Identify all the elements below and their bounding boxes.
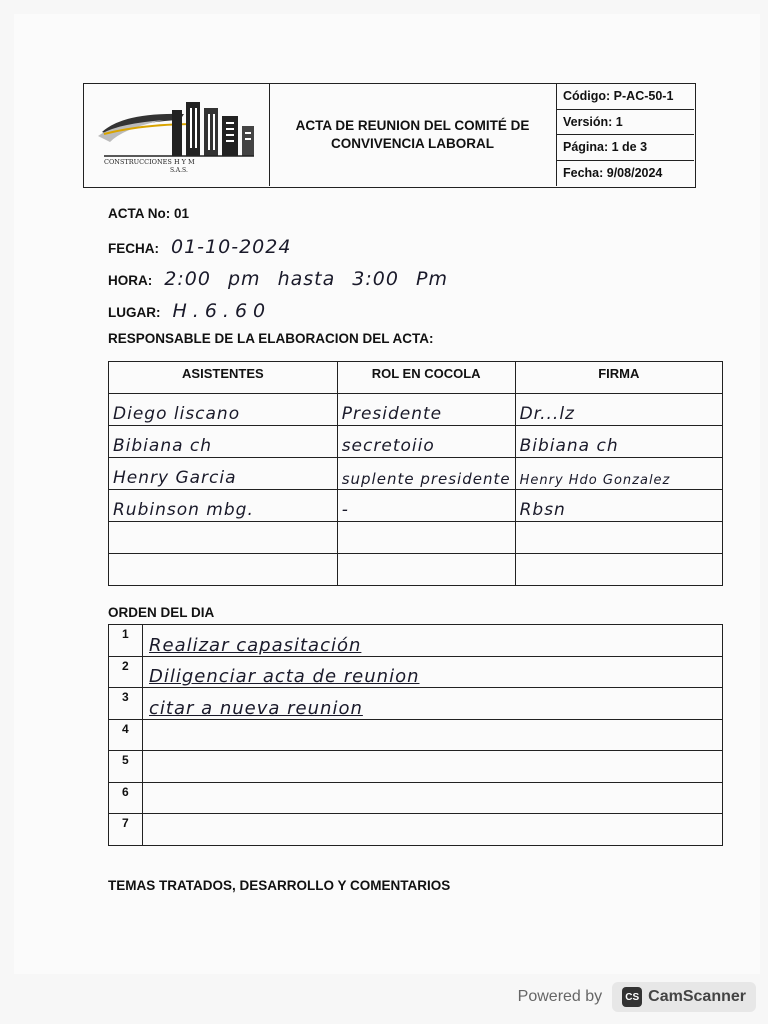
title-line-1: ACTA DE REUNION DEL COMITÉ DE xyxy=(295,118,530,133)
orden-text xyxy=(143,782,723,814)
asistente-rol: secretoiio xyxy=(337,426,515,458)
asistente-name: Rubinson mbg. xyxy=(109,490,338,522)
table-row xyxy=(109,688,723,720)
document-meta xyxy=(556,84,694,186)
asistente-name xyxy=(109,522,338,554)
asistente-name: Diego liscano xyxy=(109,394,338,426)
camscanner-brand: CamScanner xyxy=(648,988,746,1005)
orden-text: Realizar capasitación xyxy=(143,625,723,657)
fecha-value: 01-10-2024 xyxy=(171,236,292,258)
document-title xyxy=(269,84,557,186)
pagina: Página: 1 de 3 xyxy=(556,135,694,161)
orden-num: 2 xyxy=(109,656,143,688)
asistente-firma: Rbsn xyxy=(515,490,722,522)
asistente-name: Bibiana ch xyxy=(109,426,338,458)
powered-by-text: Powered by xyxy=(517,988,603,1005)
table-row xyxy=(109,490,723,522)
camscanner-logo-icon: CS xyxy=(622,987,642,1007)
orden-num: 7 xyxy=(109,814,143,846)
table-row xyxy=(109,656,723,688)
table-row xyxy=(109,719,723,751)
asistente-rol: Presidente xyxy=(337,394,515,426)
table-row xyxy=(109,458,723,490)
fecha-field xyxy=(108,236,291,258)
orden-text xyxy=(143,814,723,846)
title-line-2: CONVIVENCIA LABORAL xyxy=(330,136,494,151)
table-row xyxy=(109,522,723,554)
temas-title: TEMAS TRATADOS, DESARROLLO Y COMENTARIOS xyxy=(108,878,451,893)
orden-text xyxy=(143,751,723,783)
codigo: Código: P-AC-50-1 xyxy=(556,84,694,110)
orden-num: 6 xyxy=(109,782,143,814)
asistente-name xyxy=(109,554,338,586)
asistente-firma: Henry Hdo Gonzalez xyxy=(515,458,722,490)
orden-text: Diligenciar acta de reunion xyxy=(143,656,723,688)
table-row xyxy=(109,394,723,426)
orden-title: ORDEN DEL DIA xyxy=(108,605,215,620)
orden-text xyxy=(143,719,723,751)
asistente-rol: - xyxy=(337,490,515,522)
fecha-documento: Fecha: 9/08/2024 xyxy=(563,166,663,181)
hora-label: HORA: xyxy=(108,273,153,288)
orden-num: 5 xyxy=(109,751,143,783)
asistente-rol xyxy=(337,554,515,586)
table-row xyxy=(109,625,723,657)
table-row xyxy=(109,782,723,814)
asistentes-table xyxy=(108,361,723,586)
asistente-firma: Bibiana ch xyxy=(515,426,722,458)
orden-num: 4 xyxy=(109,719,143,751)
hora-field xyxy=(108,268,448,290)
lugar-label: LUGAR: xyxy=(108,305,161,320)
col-asistentes: ASISTENTES xyxy=(109,362,338,394)
lugar-value: H.6.60 xyxy=(172,300,272,322)
orden-text: citar a nueva reunion xyxy=(143,688,723,720)
asistente-firma xyxy=(515,554,722,586)
orden-num: 1 xyxy=(109,625,143,657)
fecha-label: FECHA: xyxy=(108,241,159,256)
version: Versión: 1 xyxy=(556,110,694,136)
orden-table xyxy=(108,624,723,846)
asistente-rol xyxy=(337,522,515,554)
table-row xyxy=(109,751,723,783)
logo-company-name: CONSTRUCCIONES H Y M xyxy=(104,158,195,166)
company-logo xyxy=(84,84,270,186)
col-firma: FIRMA xyxy=(515,362,722,394)
orden-num: 3 xyxy=(109,688,143,720)
building-logo-icon xyxy=(84,84,269,186)
col-rol: ROL EN COCOLA xyxy=(337,362,515,394)
camscanner-badge xyxy=(612,982,756,1012)
camscanner-watermark xyxy=(518,982,756,1012)
acta-number: ACTA No: 01 xyxy=(108,206,189,221)
table-row xyxy=(109,814,723,846)
asistente-firma xyxy=(515,522,722,554)
table-row xyxy=(109,554,723,586)
asistente-rol: suplente presidente xyxy=(337,458,515,490)
asistente-name: Henry Garcia xyxy=(109,458,338,490)
responsable-label: RESPONSABLE DE LA ELABORACION DEL ACTA: xyxy=(108,331,434,346)
lugar-field xyxy=(108,300,271,322)
document-header xyxy=(83,83,696,188)
hora-value: 2:00 pm hasta 3:00 Pm xyxy=(164,268,448,290)
asistente-firma: Dr...lz xyxy=(515,394,722,426)
logo-company-suffix: S.A.S. xyxy=(170,167,188,174)
table-row xyxy=(109,426,723,458)
